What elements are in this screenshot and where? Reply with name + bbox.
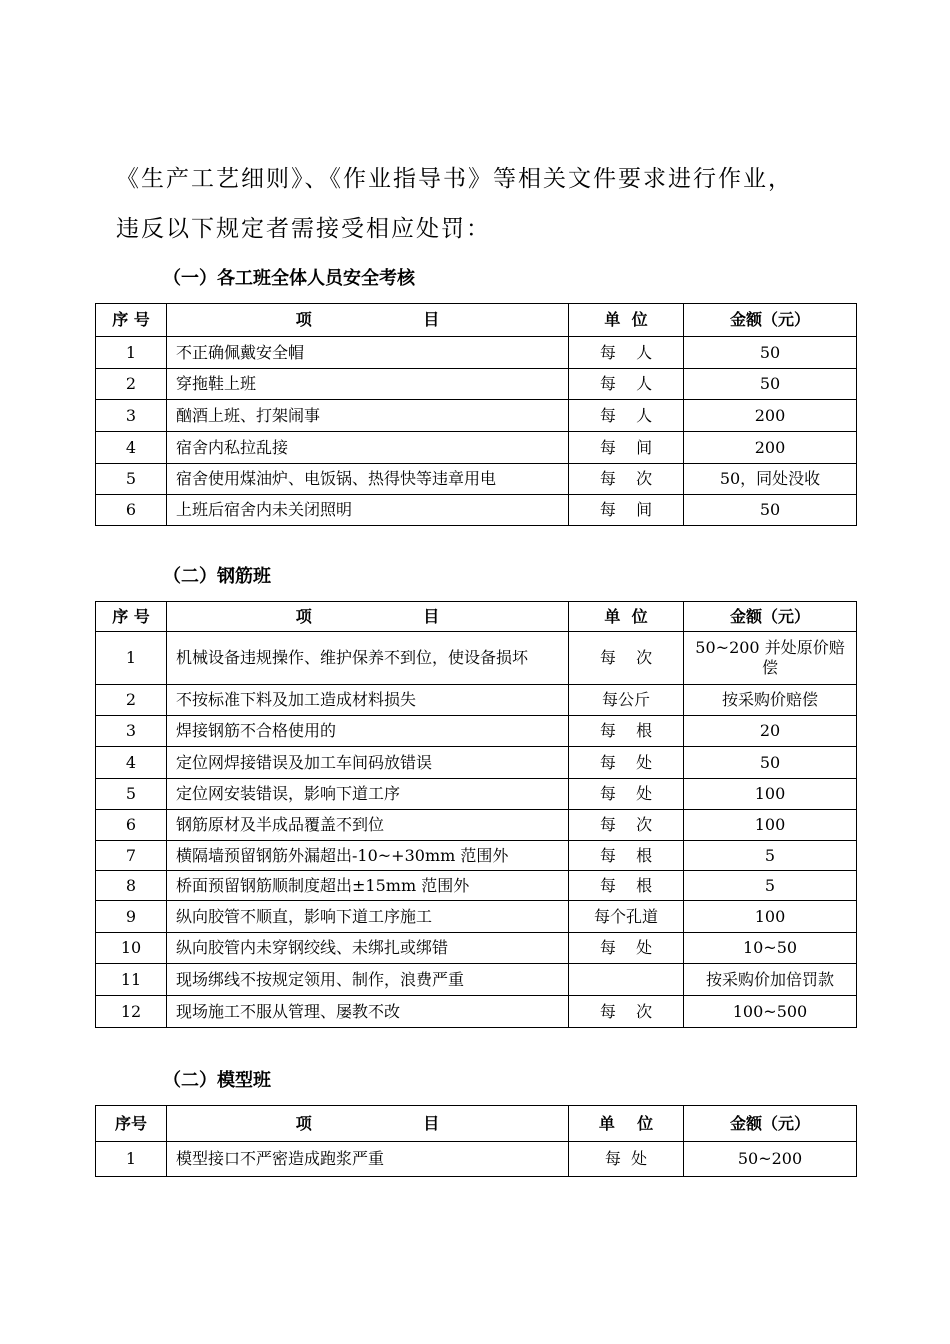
cell-unit: 每 间 [569,432,684,464]
cell-unit: 每 人 [569,400,684,432]
table-row [96,716,857,747]
formwork-table [95,1105,857,1177]
table-row [96,685,857,716]
table-row [96,632,857,685]
cell-unit: 每 根 [569,716,684,747]
cell-num: 1 [96,337,167,369]
cell-amount: 20 [684,716,857,747]
table-row [96,747,857,779]
cell-item: 上班后宿舍内未关闭照明 [167,495,569,526]
cell-num: 5 [96,464,167,495]
cell-amount: 5 [684,841,857,871]
cell-num: 6 [96,810,167,841]
cell-unit: 每个孔道 [569,901,684,933]
cell-item: 桥面预留钢筋顺制度超出±15mm 范围外 [167,871,569,901]
cell-amount: 按采购价赔偿 [684,685,857,716]
header-num: 序 号 [96,304,167,337]
cell-amount: 按采购价加倍罚款 [684,964,857,996]
table-row [96,841,857,871]
cell-amount: 200 [684,400,857,432]
cell-num: 6 [96,495,167,526]
cell-amount: 50 [684,747,857,779]
header-amount: 金额（元） [684,602,857,632]
cell-amount: 50 [684,369,857,400]
cell-amount: 10~50 [684,933,857,964]
cell-unit [569,964,684,996]
cell-num: 2 [96,369,167,400]
header-amount: 金额（元） [684,304,857,337]
header-unit: 单 位 [569,304,684,337]
cell-unit: 每 处 [569,1142,684,1177]
intro-line-2: 违反以下规定者需接受相应处罚： [116,216,491,242]
cell-unit: 每 次 [569,632,684,685]
cell-item: 现场绑线不按规定领用、制作，浪费严重 [167,964,569,996]
cell-unit: 每 处 [569,933,684,964]
table-row [96,495,857,526]
table-row [96,933,857,964]
cell-amount: 50，同处没收 [684,464,857,495]
cell-num: 7 [96,841,167,871]
cell-unit: 每 人 [569,369,684,400]
cell-num: 5 [96,779,167,810]
cell-unit: 每 间 [569,495,684,526]
table-row [96,871,857,901]
rebar-table [95,601,857,1028]
cell-amount: 50~200 并处原价赔偿 [684,632,857,685]
cell-item: 定位网安装错误，影响下道工序 [167,779,569,810]
header-item: 项 目 [167,1106,569,1142]
header-unit: 单 位 [569,1106,684,1142]
cell-item: 酗酒上班、打架闹事 [167,400,569,432]
cell-num: 12 [96,996,167,1028]
header-num: 序 号 [96,602,167,632]
table-row [96,810,857,841]
table-row [96,1142,857,1177]
cell-item: 不按标准下料及加工造成材料损失 [167,685,569,716]
cell-item: 宿舍内私拉乱接 [167,432,569,464]
table-row [96,901,857,933]
intro-line-1: 《生产工艺细则》、《作业指导书》等相关文件要求进行作业， [116,166,793,192]
cell-num: 4 [96,432,167,464]
cell-num: 2 [96,685,167,716]
cell-item: 钢筋原材及半成品覆盖不到位 [167,810,569,841]
section-title-rebar: （二）钢筋班 [163,566,271,587]
cell-num: 3 [96,716,167,747]
cell-amount: 200 [684,432,857,464]
cell-num: 3 [96,400,167,432]
cell-item: 纵向胶管内未穿钢绞线、未绑扎或绑错 [167,933,569,964]
cell-item: 模型接口不严密造成跑浆严重 [167,1142,569,1177]
cell-num: 10 [96,933,167,964]
cell-item: 横隔墙预留钢筋外漏超出-10~+30mm 范围外 [167,841,569,871]
cell-unit: 每 次 [569,810,684,841]
table-row [96,432,857,464]
cell-amount: 50~200 [684,1142,857,1177]
header-amount: 金额（元） [684,1106,857,1142]
cell-amount: 5 [684,871,857,901]
header-item: 项 目 [167,304,569,337]
cell-amount: 50 [684,337,857,369]
cell-num: 11 [96,964,167,996]
header-unit: 单 位 [569,602,684,632]
cell-item: 不正确佩戴安全帽 [167,337,569,369]
cell-unit: 每 处 [569,747,684,779]
header-num: 序号 [96,1106,167,1142]
table-header-row [96,1106,857,1142]
cell-unit: 每 根 [569,871,684,901]
cell-num: 8 [96,871,167,901]
cell-amount: 100~500 [684,996,857,1028]
cell-num: 4 [96,747,167,779]
cell-unit: 每 根 [569,841,684,871]
table-header-row [96,602,857,632]
header-item: 项 目 [167,602,569,632]
cell-unit: 每 次 [569,996,684,1028]
cell-amount: 100 [684,901,857,933]
cell-unit: 每 处 [569,779,684,810]
cell-amount: 50 [684,495,857,526]
cell-item: 定位网焊接错误及加工车间码放错误 [167,747,569,779]
table-row [96,369,857,400]
cell-unit: 每 次 [569,464,684,495]
table-row [96,996,857,1028]
cell-unit: 每公斤 [569,685,684,716]
cell-item: 机械设备违规操作、维护保养不到位，使设备损坏 [167,632,569,685]
cell-item: 现场施工不服从管理、屡教不改 [167,996,569,1028]
cell-item: 穿拖鞋上班 [167,369,569,400]
cell-num: 1 [96,1142,167,1177]
table-row [96,464,857,495]
section-title-safety: （一）各工班全体人员安全考核 [163,268,415,289]
cell-num: 1 [96,632,167,685]
safety-table [95,303,857,526]
section-title-formwork: （二）模型班 [163,1070,271,1091]
table-row [96,400,857,432]
cell-amount: 100 [684,810,857,841]
cell-item: 焊接钢筋不合格使用的 [167,716,569,747]
table-header-row [96,304,857,337]
cell-unit: 每 人 [569,337,684,369]
table-row [96,337,857,369]
table-row [96,779,857,810]
cell-item: 纵向胶管不顺直，影响下道工序施工 [167,901,569,933]
table-row [96,964,857,996]
cell-item: 宿舍使用煤油炉、电饭锅、热得快等违章用电 [167,464,569,495]
cell-amount: 100 [684,779,857,810]
cell-num: 9 [96,901,167,933]
